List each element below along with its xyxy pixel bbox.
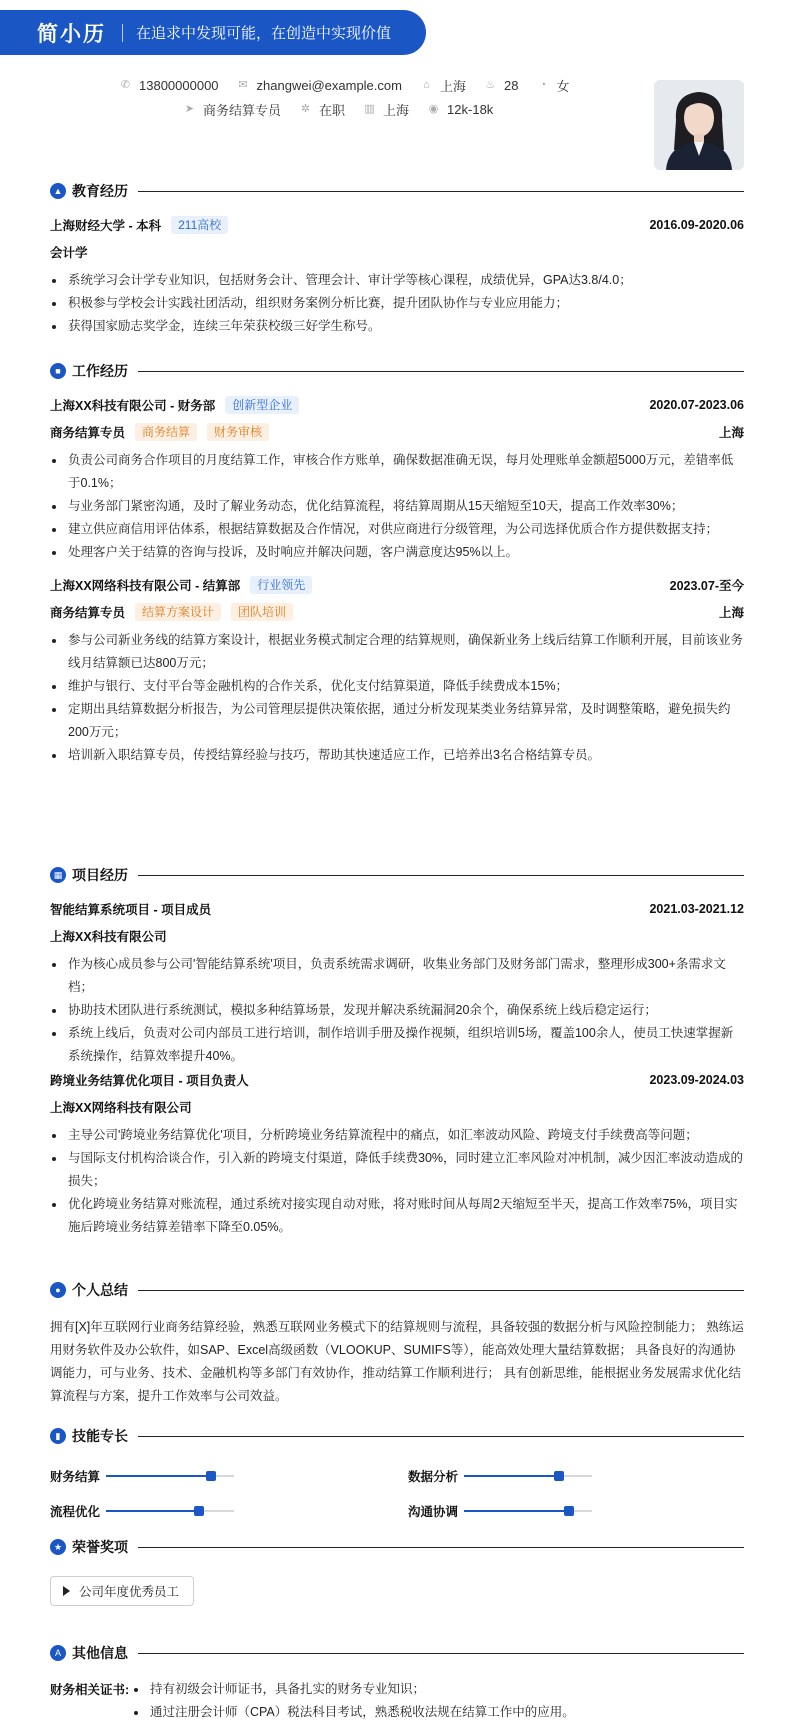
work-bullets (50, 629, 744, 767)
section-divider (138, 1547, 744, 1548)
section-honors (50, 1537, 744, 1557)
summary-text: 拥有[X]年互联网行业商务结算经验，熟悉互联网业务模式下的结算规则与流程，具备较强的数据分析与风险控制能力； 熟练运用财务软件及办公软件，如SAP、Excel高级函数（VLOOKUP、SUMIFS等），能高效处理大量结算数据； 具备良好的沟通协调能力，可与业务、技术、金融机构等多部门有效协作，推动结算工作顺利进行； 具有创新思维，能根据业务发展需求优化结算流程与方案，提升工作效率与公司效益。 (50, 1320, 744, 1403)
work-city: 上海 (718, 426, 744, 440)
section-divider (138, 1653, 744, 1654)
skill-track (106, 1475, 234, 1477)
list-item: 培训新入职结算专员，传授结算经验与技巧，帮助其快速适应工作，已培养出3名合格结算专员。 (50, 744, 744, 767)
phone-value: 13800000000 (139, 78, 219, 93)
user-icon: ● (50, 1282, 66, 1298)
skill-knob (554, 1471, 564, 1481)
phone-item (120, 78, 219, 93)
mail-icon: ✉ (238, 79, 248, 91)
skill-fill (106, 1510, 199, 1512)
skill-track (464, 1510, 592, 1512)
company-name: 上海XX网络科技有限公司 - 结算部 (50, 579, 241, 593)
project-name: 智能结算系统项目 - 项目成员 (50, 903, 212, 917)
work-entry-1 (50, 395, 744, 564)
work-date: 2023.07-至今 (669, 579, 744, 593)
gender-icon: ◔ (539, 79, 547, 91)
status-value: 在职 (319, 103, 346, 118)
section-summary (50, 1280, 744, 1300)
grid-icon: ▦ (50, 867, 66, 883)
role-tag: 商务结算 (135, 423, 197, 441)
skill-bar (408, 1467, 592, 1485)
skill-knob (206, 1471, 216, 1481)
skill-name: 流程优化 (50, 1505, 101, 1519)
list-item: 系统上线后，负责对公司内部员工进行培训，制作培训手册及操作视频，组织培训5场，覆盖100余人，使员工快速掌握新系统操作，结算效率提升40%。 (50, 1022, 744, 1068)
section-divider (138, 1436, 744, 1437)
list-item: 获得国家励志奖学金，连续三年荣获校级三好学生称号。 (50, 315, 744, 338)
list-item: 维护与银行、支付平台等金融机构的合作关系，优化支付结算渠道，降低手续费成本15%； (50, 675, 744, 698)
age-value: 28 (503, 78, 519, 93)
list-item: 积极参与学校会计实践社团活动，组织财务案例分析比赛，提升团队协作与专业应用能力； (50, 292, 744, 315)
section-divider (138, 371, 744, 372)
skill-name: 财务结算 (50, 1470, 101, 1484)
header-banner (0, 10, 426, 55)
skill-fill (464, 1510, 569, 1512)
honor-chip (50, 1576, 194, 1606)
list-item: 协助技术团队进行系统测试，模拟多种结算场景，发现并解决系统漏洞20余个，确保系统上线后稳定运行； (50, 999, 744, 1022)
skill-bar (50, 1467, 234, 1485)
section-title: 工作经历 (72, 363, 128, 379)
salary-value: 12k-18k (447, 102, 494, 117)
honor-text: 公司年度优秀员工 (79, 1585, 180, 1599)
section-title: 技能专长 (72, 1428, 128, 1444)
gender-item (537, 76, 569, 95)
list-item: 持有初级会计师证书，具备扎实的财务专业知识； (132, 1678, 744, 1701)
section-education (50, 181, 744, 201)
skill-name: 数据分析 (408, 1470, 459, 1484)
skill-track (106, 1510, 234, 1512)
company-name: 上海XX科技有限公司 - 财务部 (50, 399, 216, 413)
skill-knob (564, 1506, 574, 1516)
section-title: 个人总结 (72, 1282, 128, 1298)
role-name: 商务结算专员 (50, 426, 126, 440)
education-date: 2016.09-2020.06 (649, 218, 744, 232)
school-name: 上海财经大学 - 本科 (50, 219, 162, 233)
work-date: 2020.07-2023.06 (649, 398, 744, 412)
position-item (184, 100, 281, 119)
send-icon: ➤ (184, 103, 195, 115)
skill-track (464, 1475, 592, 1477)
play-icon (63, 1586, 70, 1596)
list-item: 参与公司新业务线的结算方案设计，根据业务模式制定合理的结算规则，确保新业务上线后结算工作顺利开展，目前该业务线月结算额已达800万元； (50, 629, 744, 675)
summary-block (50, 1316, 744, 1408)
gear-icon: ✲ (300, 103, 311, 115)
section-title: 项目经历 (72, 867, 128, 883)
company-tag: 创新型企业 (225, 396, 299, 414)
graduation-cap-icon: ▲ (50, 183, 66, 199)
skill-bar (408, 1502, 592, 1520)
skill-fill (106, 1475, 211, 1477)
work-city: 上海 (718, 606, 744, 620)
list-item: 与国际支付机构洽谈合作，引入新的跨境支付渠道，降低手续费30%，同时建立汇率风险对冲机制，减少因汇率波动造成的损失； (50, 1147, 744, 1193)
section-divider (138, 875, 744, 876)
phone-icon: ✆ (120, 79, 131, 91)
list-item: 处理客户关于结算的咨询与投诉，及时响应并解决问题，客户满意度达95%以上。 (50, 541, 744, 564)
briefcase-icon: ■ (50, 363, 66, 379)
location-icon: ⌂ (423, 79, 430, 91)
section-divider (138, 1290, 744, 1291)
role-name: 商务结算专员 (50, 606, 126, 620)
section-skills (50, 1426, 744, 1446)
section-work (50, 361, 744, 381)
profile-photo (654, 80, 744, 170)
cake-icon: ♨ (485, 79, 496, 91)
list-item: 负责公司商务合作项目的月度结算工作，审核合作方账单，确保数据准确无误，每月处理账单金额超5000万元，差错率低于0.1%； (50, 449, 744, 495)
brand-name: 简小历 (37, 22, 106, 46)
coin-icon: ◉ (428, 103, 439, 115)
city-item (421, 76, 466, 95)
skill-fill (464, 1475, 559, 1477)
section-other (50, 1643, 744, 1663)
work-bullets (50, 449, 744, 564)
list-item: 通过注册会计师（CPA）税法科目考试，熟悉税收法规在结算工作中的应用。 (132, 1701, 744, 1724)
salary-item (428, 102, 493, 117)
email-value: zhangwei@example.com (256, 78, 402, 93)
banner-divider (122, 24, 123, 42)
list-item: 作为核心成员参与公司'智能结算系统'项目，负责系统需求调研，收集业务部门及财务部门需求，整理形成300+条需求文档； (50, 953, 744, 999)
work-city-value: 上海 (383, 103, 410, 118)
skill-bar (50, 1502, 234, 1520)
section-divider (138, 191, 744, 192)
list-item: 系统学习会计学专业知识，包括财务会计、管理会计、审计学等核心课程，成绩优异，GPA达3.8/4.0； (50, 269, 744, 292)
skill-name: 沟通协调 (408, 1505, 459, 1519)
project-date: 2021.03-2021.12 (649, 902, 744, 916)
company-tag: 行业领先 (250, 576, 312, 594)
contact-row-1 (120, 76, 588, 95)
list-item: 定期出具结算数据分析报告，为公司管理层提供决策依据，通过分析发现某类业务结算异常，及时调整策略，避免损失约200万元； (50, 698, 744, 744)
education-bullets (50, 269, 744, 338)
city-value: 上海 (439, 79, 466, 94)
work-city-item (364, 100, 409, 119)
list-item: 建立供应商信用评估体系，根据结算数据及合作情况，对供应商进行分级管理，为公司选择优质合作方提供数据支持； (50, 518, 744, 541)
list-item: 优化跨境业务结算对账流程，通过系统对接实现自动对账，将对账时间从每周2天缩短至半天，提高工作效率75%，项目实施后跨境业务结算差错率下降至0.05%。 (50, 1193, 744, 1239)
bar-chart-icon: ▮ (50, 1428, 66, 1444)
building-icon: ▥ (364, 103, 375, 115)
major-name: 会计学 (50, 246, 88, 260)
role-tag: 结算方案设计 (135, 603, 221, 621)
list-item: 主导公司'跨境业务结算优化'项目，分析跨境业务结算流程中的痛点，如汇率波动风险、跨境支付手续费高等问题； (50, 1124, 744, 1147)
section-title: 教育经历 (72, 183, 128, 199)
project-company: 上海XX网络科技有限公司 (50, 1101, 192, 1115)
project-date: 2023.09-2024.03 (649, 1073, 744, 1087)
project-company: 上海XX科技有限公司 (50, 930, 167, 944)
work-entry-2 (50, 575, 744, 767)
award-icon: ★ (50, 1539, 66, 1555)
project-entry-1 (50, 899, 744, 1068)
skill-knob (194, 1506, 204, 1516)
certificate-list (132, 1678, 744, 1724)
info-icon: A (50, 1645, 66, 1661)
education-entry (50, 215, 744, 338)
role-tag: 财务审核 (207, 423, 269, 441)
role-tag: 团队培训 (231, 603, 293, 621)
email-item (238, 78, 402, 93)
section-title: 其他信息 (72, 1645, 128, 1661)
gender-value: 女 (556, 79, 570, 94)
project-name: 跨境业务结算优化项目 - 项目负责人 (50, 1074, 249, 1088)
list-item: 与业务部门紧密沟通，及时了解业务动态，优化结算流程，将结算周期从15天缩短至10天，提高工作效率30%； (50, 495, 744, 518)
project-bullets (50, 1124, 744, 1239)
project-bullets (50, 953, 744, 1068)
position-value: 商务结算专员 (203, 103, 282, 118)
school-tag: 211高校 (171, 216, 228, 234)
contact-row-2 (184, 100, 512, 119)
certificate-label: 财务相关证书: (50, 1683, 130, 1697)
banner-slogan: 在追求中发现可能，在创造中实现价值 (136, 25, 392, 42)
status-item (300, 100, 345, 119)
project-entry-2 (50, 1070, 744, 1239)
section-projects (50, 865, 744, 885)
section-title: 荣誉奖项 (72, 1539, 128, 1555)
age-item (485, 78, 518, 93)
